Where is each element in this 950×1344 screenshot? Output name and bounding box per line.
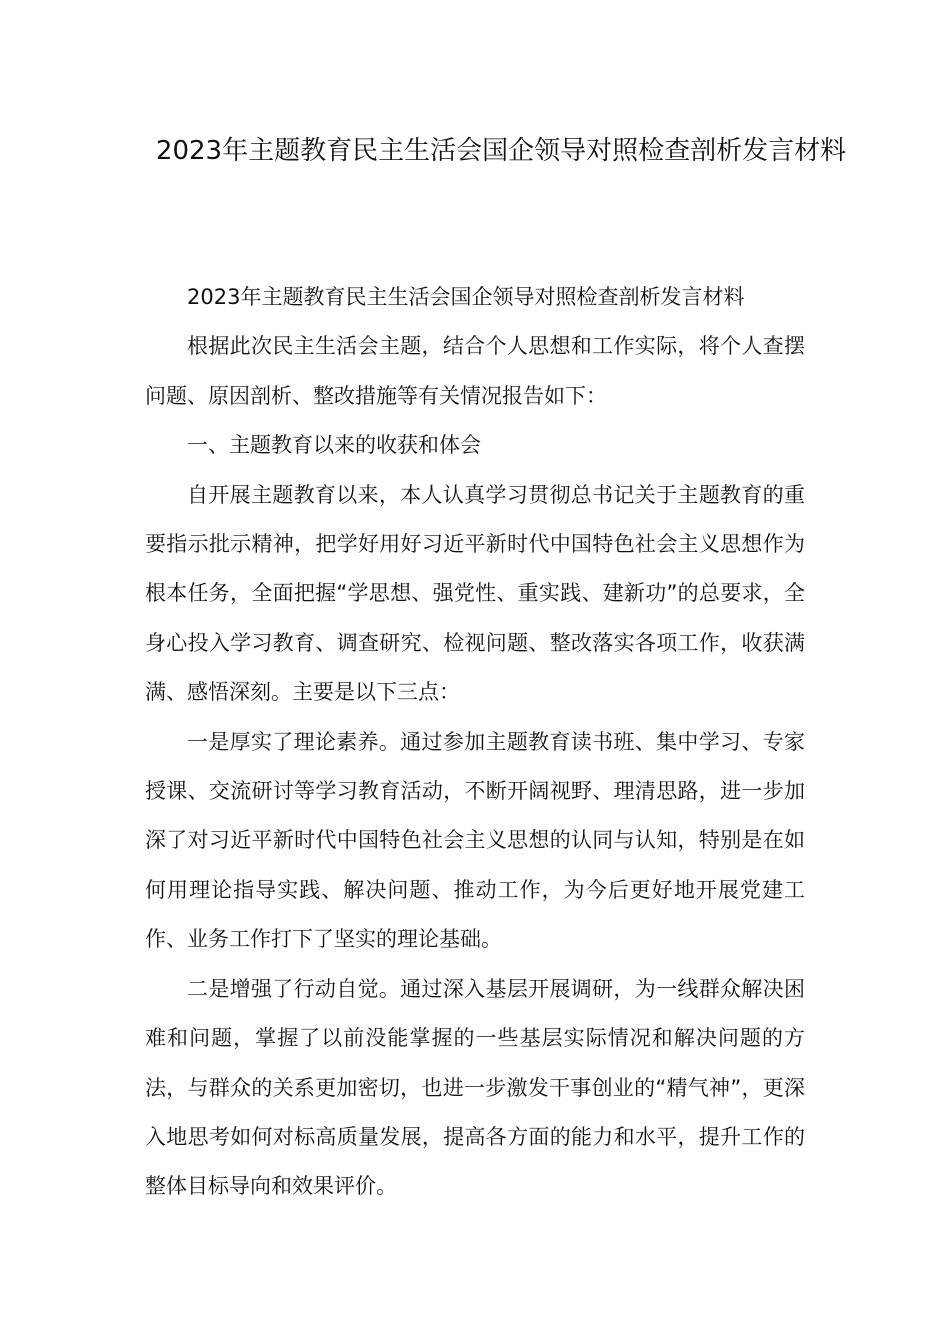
paragraph: 二是增强了行动自觉。通过深入基层开展调研，为一线群众解决困难和问题，掌握了以前没能掌握的一些基层实际情况和解决问题的方法，与群众的关系更加密切，也进一步激发干事创业的“精气神”，更深入地思考如何对标高质量发展，提高各方面的能力和水平，提升工作的整体目标导向和效果评价。	[145, 976, 805, 1199]
document-body	[145, 273, 805, 1212]
paragraph-subtitle: 2023年主题教育民主生活会国企领导对照检查剖析发言材料	[187, 285, 745, 309]
paragraph: 一是厚实了理论素养。通过参加主题教育读书班、集中学习、专家授课、交流研讨等学习教育活动，不断开阔视野、理清思路，进一步加深了对习近平新时代中国特色社会主义思想的认同与认知，特别是在如何用理论指导实践、解决问题、推动工作，为今后更好地开展党建工作、业务工作打下了坚实的理论基础。	[145, 729, 805, 952]
section-heading: 一、主题教育以来的收获和体会	[187, 433, 481, 458]
document-title: 2023年主题教育民主生活会国企领导对照检查剖析发言材料	[155, 136, 847, 166]
paragraph: 自开展主题教育以来，本人认真学习贯彻总书记关于主题教育的重要指示批示精神，把学好用好习近平新时代中国特色社会主义思想作为根本任务，全面把握“学思想、强党性、重实践、建新功”的总要求，全身心投入学习教育、调查研究、检视问题、整改落实各项工作，收获满满、感悟深刻。主要是以下三点：	[145, 482, 805, 705]
paragraph-intro: 根据此次民主生活会主题，结合个人思想和工作实际，将个人查摆问题、原因剖析、整改措施等有关情况报告如下：	[145, 334, 805, 408]
